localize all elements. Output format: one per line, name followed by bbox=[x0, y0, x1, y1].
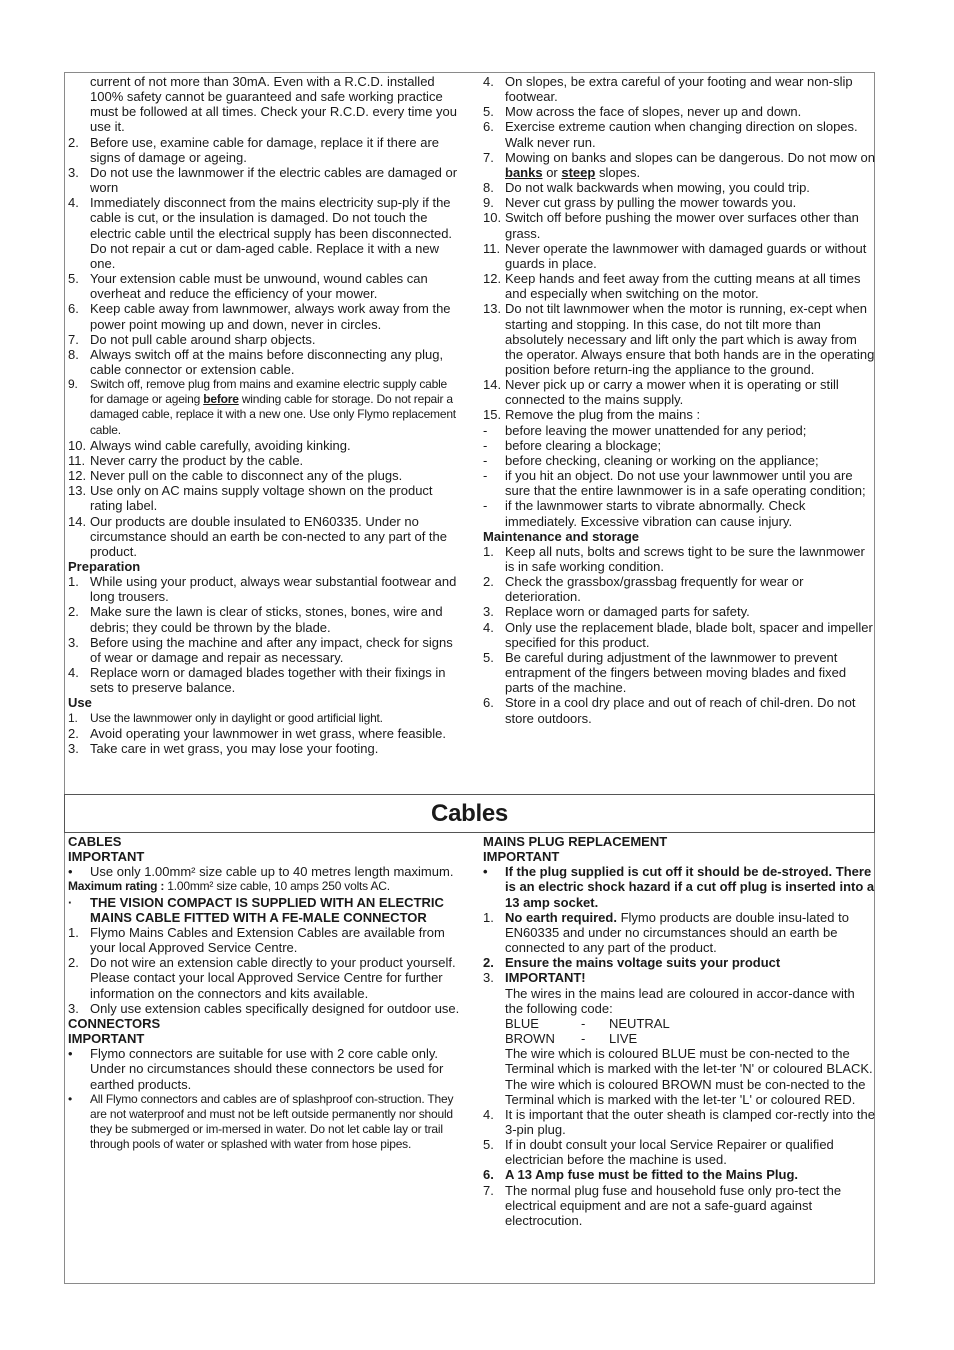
list-item: 1. No earth required. Flymo products are double insu-lated to EN60335 and under no circumstances should an earth be connected to any part of the product. bbox=[483, 909, 849, 956]
list-item: 3. Before using the machine and after any impact, check for signs of wear or damage and repair as necessary. bbox=[68, 634, 453, 665]
bullet-item: • Flymo connectors are suitable for use with 2 core cable only. Under no circumstances should these connectors be used for earthed products. bbox=[68, 1046, 444, 1092]
list-item: 1. Keep all nuts, bolts and screws tight to be sure the lawnmower is in safe working condition. bbox=[483, 543, 865, 574]
list-item: 1. Flymo Mains Cables and Extension Cables are available from your local Approved Service Centre. bbox=[68, 924, 445, 956]
list-item: 11. Never carry the product by the cable. bbox=[68, 452, 304, 468]
list-item: 10. Switch off before pushing the mower over surfaces other than grass. bbox=[483, 210, 859, 241]
important-heading: IMPORTANT bbox=[68, 1031, 145, 1047]
list-item: 12. Never pull on the cable to disconnect any of the plugs. bbox=[68, 468, 403, 484]
cables-left-column bbox=[68, 834, 460, 1152]
remove-plug-list bbox=[483, 423, 875, 529]
list-item: 11. Never operate the lawnmower with damaged guards or without guards in place. bbox=[483, 240, 867, 271]
list-item: 4. Replace worn or damaged blades together with their fixings in sets to preserve balance. bbox=[68, 665, 446, 696]
list-item: 5. Mow across the face of slopes, never up and down. bbox=[483, 104, 802, 120]
list-item: 9. Never cut grass by pulling the mower towards you. bbox=[483, 195, 797, 211]
section-title: Cables bbox=[431, 800, 508, 827]
list-item: 15. Remove the plug from the mains : bbox=[483, 407, 701, 423]
bullet-item: • If the plug supplied is cut off it should be de-stroyed. There is an electric shock hazard if a cut off plug is inserted into a 13 amp socket. bbox=[483, 864, 875, 910]
list-item: 7. The normal plug fuse and household fuse only pro-tect the electrical equipment and are not a safe-guard against electrocution. bbox=[483, 1182, 842, 1228]
list-item: 12. Keep hands and feet away from the cutting means at all times and especially when switching on the motor. bbox=[483, 271, 861, 302]
section-title-frame bbox=[64, 794, 875, 833]
list-item: 14. Never pick up or carry a mower when it is operating or still connected to the mains supply. bbox=[483, 377, 839, 408]
list-item: 5. Be careful during adjustment of the lawnmower to prevent entrapment of the fingers between moving blades and fixed parts of the machine. bbox=[483, 649, 847, 696]
list-item: 8. Always switch off at the mains before disconnecting any plug, cable connector or extension cable. bbox=[68, 346, 444, 377]
maintenance-heading: Maintenance and storage bbox=[483, 528, 640, 544]
list-item: 1. Use the lawnmower only in daylight or good artificial light. bbox=[68, 710, 383, 725]
important-heading: IMPORTANT bbox=[483, 849, 560, 865]
list-item: 10. Always wind cable carefully, avoiding kinking. bbox=[68, 437, 351, 453]
list-item: 2. Ensure the mains voltage suits your product bbox=[483, 955, 781, 971]
connectors-heading: CONNECTORS bbox=[68, 1015, 161, 1031]
list-item: 13. Use only on AC mains supply voltage shown on the product rating label. bbox=[68, 483, 433, 514]
use-heading: Use bbox=[68, 695, 92, 711]
list-item: 6. Keep cable away from lawnmower, always work away from the power point mowing up and down, never in circles. bbox=[68, 301, 451, 332]
list-item: 3. Do not use the lawnmower if the electric cables are damaged or worn bbox=[68, 164, 458, 196]
list-item: 6. A 13 Amp fuse must be fitted to the Mains Plug. bbox=[483, 1167, 799, 1183]
preparation-heading: Preparation bbox=[68, 559, 141, 574]
list-item: 4. It is important that the outer sheath is clamped cor-rectly into the 3-pin plug. bbox=[483, 1106, 875, 1137]
list-item: - if the lawnmower starts to vibrate abnormally. Check immediately. Excessive vibration can cause injury. bbox=[483, 498, 806, 529]
wire-code-intro: The wires in the mains lead are coloured in accor-dance with the following code: bbox=[505, 985, 855, 1016]
bullet-item: • Use only 1.00mm² size cable up to 40 metres length maximum. bbox=[68, 864, 454, 880]
rcd-paragraph: current of not more than 30mA. Even with a R.C.D. installed 100% safety cannot be guaranteed and safe working practice must be followed at all times. Check your R.C.D. every time you use it. bbox=[90, 74, 458, 135]
list-item: 4. Only use the replacement blade, blade bolt, spacer and impeller specified for this product. bbox=[483, 619, 873, 650]
cables-heading: CABLES bbox=[68, 834, 122, 849]
list-item: 2. Avoid operating your lawnmower in wet grass, where feasible. bbox=[68, 725, 446, 741]
list-item: 4. On slopes, be extra careful of your footing and wear non-slip footwear. bbox=[483, 74, 853, 105]
bullet-item: · THE VISION COMPACT IS SUPPLIED WITH AN ELECTRIC MAINS CABLE FITTED WITH A FE-MALE CONNECTOR bbox=[68, 894, 444, 925]
plug-replacement-column bbox=[483, 834, 875, 1228]
list-item: - if you hit an object. Do not use your lawnmower until you are sure that the entire lawnmower is in a safe operating condition; bbox=[483, 468, 866, 499]
blue-wire-rule: The wire which is coloured BLUE must be con-nected to the Terminal which is marked with the let-ter 'N' or coloured BLACK. bbox=[505, 1046, 873, 1077]
use-list-continued bbox=[483, 74, 875, 423]
list-item: 3. IMPORTANT! bbox=[483, 970, 586, 986]
blue-neutral-row: BLUE - NEUTRAL bbox=[505, 1015, 670, 1031]
cable-rules-list bbox=[68, 135, 460, 559]
important-heading: IMPORTANT bbox=[68, 849, 145, 865]
list-item: 2. Make sure the lawn is clear of sticks, stones, bones, wire and debris; they could be thrown by the blade. bbox=[68, 604, 443, 635]
list-item: 3. Take care in wet grass, you may lose your footing. bbox=[68, 740, 379, 756]
list-item: 6. Exercise extreme caution when changing direction on slopes. Walk never run. bbox=[483, 119, 858, 150]
list-item: 6. Store in a cool dry place and out of reach of chil-dren. Do not store outdoors. bbox=[483, 695, 856, 726]
list-item: - before checking, cleaning or working on the appliance; bbox=[483, 452, 819, 468]
bullet-item: • All Flymo connectors and cables are of splashproof con-struction. They are not waterproof and must not be left outside permanently nor should they be submerged or im-mersed in water. Do not let cable lay or trail through pools of water or splashed with water from hose pipes. bbox=[68, 1091, 454, 1152]
list-item: 7. Mowing on banks and slopes can be dangerous. Do not mow on banks or steep slopes. bbox=[483, 149, 876, 180]
list-item: 9. Switch off, remove plug from mains and examine electric supply cable for damage or ageing before winding cable for storage. Do not repair a damaged cable, replace it with a new one. Use only Flymo replacement cable. bbox=[68, 377, 456, 437]
maximum-rating: Maximum rating : 1.00mm² size cable, 10 amps 250 volts AC. bbox=[68, 879, 390, 894]
list-item: 2. Before use, examine cable for damage, replace it if there are signs of damage or ageing. bbox=[68, 134, 440, 165]
list-item: 2. Check the grassbox/grassbag frequently for wear or deterioration. bbox=[483, 574, 804, 605]
list-item: 3. Only use extension cables specifically designed for outdoor use. bbox=[68, 1000, 460, 1016]
list-item: 4. Immediately disconnect from the mains electricity sup-ply if the cable is cut, or the insulation is damaged. Do not touch the electric cable until the electrical supply has been disconnected. Do not repair a cut or dam-aged cable. Replace it with a new one. bbox=[68, 195, 453, 271]
cables-list bbox=[68, 925, 460, 1016]
list-item: - before clearing a blockage; bbox=[483, 437, 662, 453]
safety-left-column bbox=[68, 74, 460, 756]
list-item: 13. Do not tilt lawnmower when the motor is running, ex-cept when starting and stopping. In this case, do not tilt more than absolutely necessary and lift only the part which is away from the operator. Always ensure that both hands are in the operating position before return-ing the appliance to the ground. bbox=[483, 301, 875, 377]
list-item: 14. Our products are double insulated to EN60335. Under no circumstance should an earth be con-nected to any part of the product. bbox=[68, 513, 447, 559]
safety-right-column bbox=[483, 74, 875, 726]
brown-live-row: BROWN - LIVE bbox=[505, 1031, 638, 1047]
preparation-list bbox=[68, 574, 460, 695]
list-item: 8. Do not walk backwards when mowing, you could trip. bbox=[483, 180, 810, 196]
list-item: 1. While using your product, always wear substantial footwear and long trousers. bbox=[68, 574, 457, 605]
brown-wire-rule: The wire which is coloured BROWN must be con-nected to the Terminal which is marked with the let-ter 'L' or coloured RED. bbox=[505, 1076, 866, 1107]
use-list bbox=[68, 711, 460, 756]
list-item: 5. If in doubt consult your local Service Repairer or qualified electrician before the machine is used. bbox=[483, 1137, 834, 1168]
plug-replacement-heading: MAINS PLUG REPLACEMENT bbox=[483, 834, 668, 849]
list-item: 7. Do not pull cable around sharp objects. bbox=[68, 331, 316, 347]
list-item: 5. Your extension cable must be unwound, wound cables can overheat and reduce the efficiency of your mower. bbox=[68, 271, 428, 302]
maintenance-list bbox=[483, 544, 875, 726]
list-item: 3. Replace worn or damaged parts for safety. bbox=[483, 604, 750, 620]
list-item: - before leaving the mower unattended for any period; bbox=[483, 422, 807, 438]
list-item: 2. Do not wire an extension cable directly to your product yourself. Please contact your local Approved Service Centre for further information on the connectors and kits available. bbox=[68, 955, 456, 1001]
